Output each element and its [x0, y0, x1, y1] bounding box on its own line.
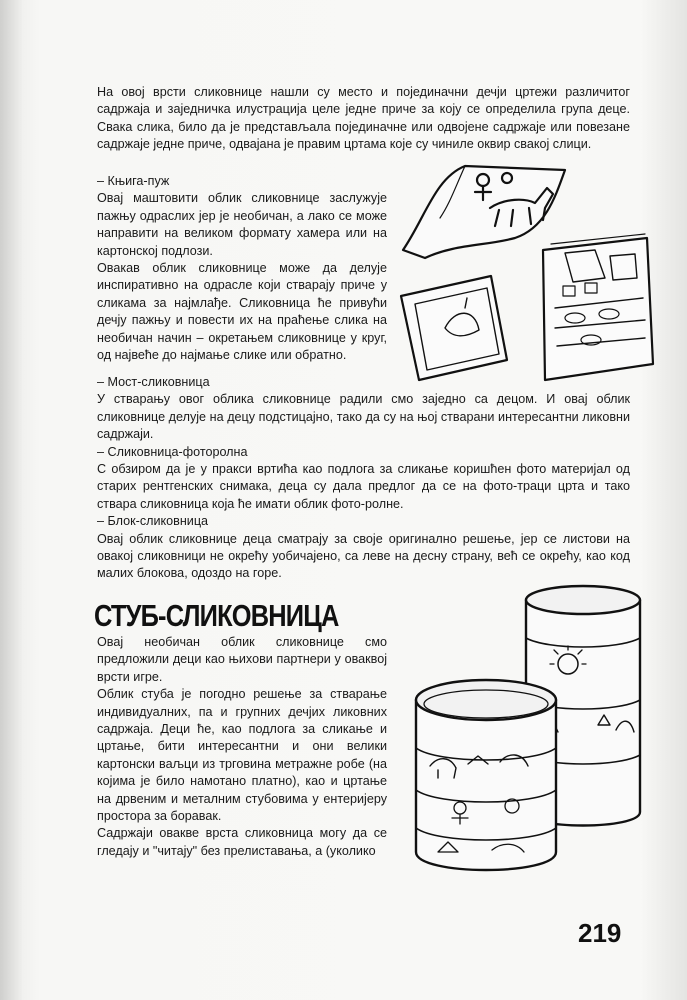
text-block-snail [97, 173, 387, 364]
book-snail-illustration [395, 158, 657, 394]
paragraph: С обзиром да је у пракси вртића као подлога за сликање коришћен фото материјал од старих рентгенских снимака, деца су дала предлог да се на фото-траци црта и тако ствара сликовница која ће имати облик фото-ролне. [97, 462, 630, 511]
list-item: – Блок-сликовница [97, 514, 209, 529]
paragraph: На овој врсти сликовнице нашли су место и појединачни дечји цртежи различитог садржаја и заједничка илустрација целе једне приче за коју се определила група деце. Свака слика, било да је представљала појединачне или одвојене садржаје или повезане садржаје једне приче, одвајана је правим цртама које су чиниле оквир свакој слици. [97, 85, 630, 152]
paragraph: Овакав облик сликовнице може да делује инспиративно на одрасле који стварају приче у сликама за најмлађе. Сликовница ће привући дечју пажњу и повести их на праћење слика на необичан начин – окретањем сликовнице у круг, од највеће до најмање слике или обратно. [97, 261, 387, 363]
paragraph: Овај облик сликовнице деца сматрају за своје оригинално решење, јер се листови на овакој сликовници не окрећу уобичајено, са леве на десну страну, већ се окрећу, као код малих блокова, одоздо на горе. [97, 531, 630, 581]
text-block-pillar [97, 634, 387, 860]
paragraph: Облик стуба је погодно решење за стварање индивидуалних, па и групних дечјих ликовних садржаја. Деци ће, као подлога за сликање и цртање, бити интересантни и они велики картонски ваљци из трговина метражне робе (на којима је било намотано платно), као и цртање на дрвеним и металним стубовима у ентеријеру простора за боравак. [97, 687, 387, 824]
list-item: – Књига-пуж [97, 174, 170, 188]
paragraph: Садржаји овакве врста сликовница могу да се гледају и "читају" без прелиставања, а (уколико [97, 826, 387, 858]
section-heading: СТУБ-СЛИКОВНИЦА [94, 598, 339, 633]
text-block-middle [97, 374, 630, 583]
pillar-picturebook-illustration [408, 580, 650, 880]
list-item: – Мост-сликовница [97, 375, 210, 389]
paragraph: Овај маштовити облик сликовнице заслужује пажњу одраслих јер је необичан, а лако се може направити на великом формату хамера или на картонској подлози. [97, 191, 387, 258]
page-number: 219 [578, 918, 622, 948]
list-item: – Сликовница-фоторолна [97, 444, 248, 459]
paragraph: Овај необичан облик сликовнице смо предложили деци као њихови партнери у оваквој врсти игре. [97, 635, 387, 684]
paragraph: У стварању овог облика сликовнице радили смо заједно са децом. И овај облик сликовнице делује на децу подстицајно, тако да су на њој стварани интересантни ликовни садржаји. [97, 392, 630, 442]
text-block-intro [97, 84, 630, 154]
page-spine [0, 0, 22, 1000]
